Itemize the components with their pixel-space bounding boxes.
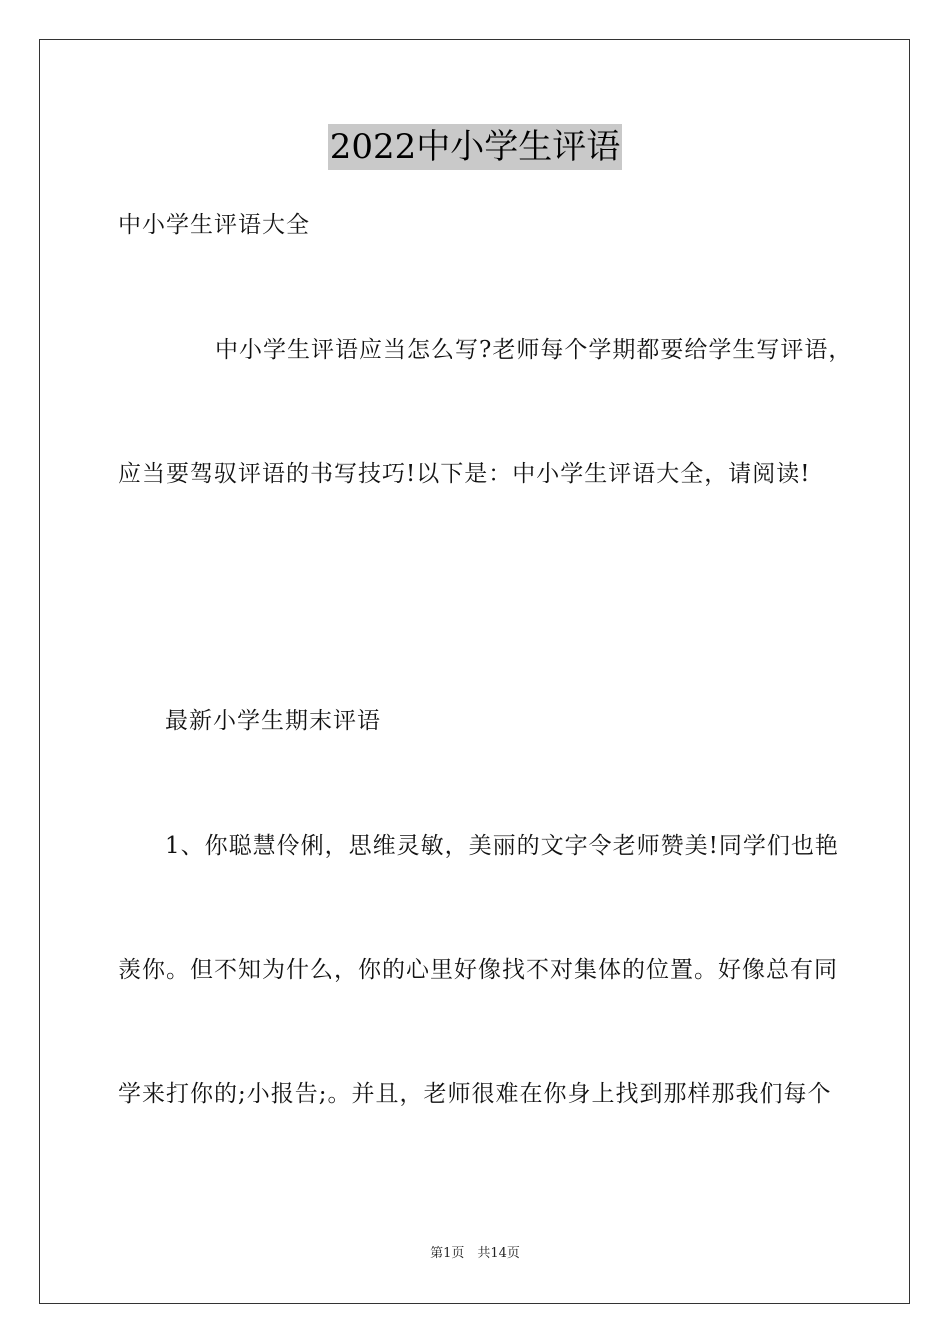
intro-paragraph-line-2: 应当要驾驭评语的书写技巧!以下是：中小学生评语大全，请阅读! [118,461,811,487]
section-heading: 最新小学生期末评语 [165,708,381,734]
item-1-line-1: 1、你聪慧伶俐，思维灵敏，美丽的文字令老师赞美!同学们也艳 [165,833,839,859]
document-title: 2022中小学生评语 [328,124,623,170]
document-subtitle: 中小学生评语大全 [118,212,310,238]
page-footer: 第1页 共14页 [430,1246,520,1261]
intro-paragraph-line-1: 中小学生评语应当怎么写?老师每个学期都要给学生写评语， [215,337,853,363]
item-1-line-3: 学来打你的;小报告;。并且，老师很难在你身上找到那样那我们每个 [118,1081,832,1107]
title-container [0,124,950,170]
item-1-line-2: 羡你。但不知为什么，你的心里好像找不对集体的位置。好像总有同 [118,957,838,983]
